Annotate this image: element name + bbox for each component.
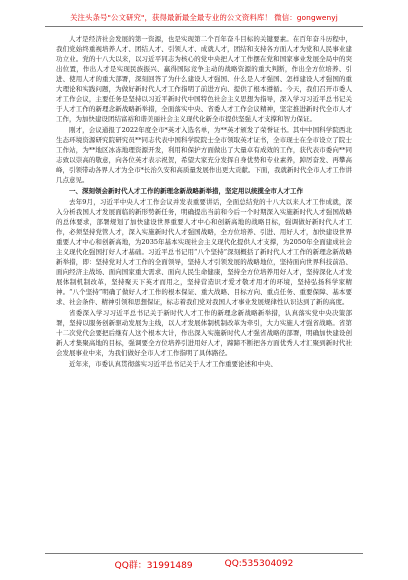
document-body <box>56 34 352 540</box>
footer <box>45 556 363 572</box>
paragraph: 近年来，市委认真贯彻落实习近平总书记关于人才工作重要论述和中央、 <box>69 360 277 368</box>
footer-qq-number: QQ:535304092 <box>224 559 294 569</box>
header-banner-text: 关注头条号"公文研究"，获得最新最全最专业的公文资料库！ 微信：gongwenyj <box>70 12 338 22</box>
paragraph: 人才是经济社会发展的第一资源，也是实现第二个百年奋斗目标的关键要素。在百年奋斗历程中，我们党始终重视培养人才、团结人才、引领人才、成就人才，团结和支持各方面人才为党和人民事业建功立业。党的十八大以来，以习近平同志为核心的党中央把人才工作摆在党和国家事业发展全局中的突出位置，作出人才是实现民族振兴、赢得国际竞争主动的战略资源的重大判断，作出全方位培养、引进、使用人才的重大部署，深刻回答了为什么建设人才强国、什么是人才强国、怎样建设人才强国的重大理论和实践问题，为做好新时代人才工作指明了前进方向、提供了根本遵循。今天，我们召开市委人才工作会议，主要任务是坚持以习近平新时代中国特色社会主义思想为指导，深入学习习近平总书记关于人才工作的新理念新战略新举措，全面落实中央、省委人才工作会议精神，坚定推进新时代全市人才工作，为加快建设团结富裕和谐美丽社会主义现代化新全市提供坚强人才支撑和智力保证。 <box>56 35 352 123</box>
paragraph: 刚才，会议通报了2022年度全市*英才入选名单，为**英才颁发了荣誉证书。其中中国科学院西北生态环境资源研究院研究员**同志代表中国科学院院士全市领取英才证书，全市现士在全市设立了院士工作站，为**地区冰冻地理资源开发，利用和保护方面做出了大量卓有成效的工作，获代表市委向**同志致以崇高的敬意，向各位英才表示祝贺，希望大家充分发挥自身优势和专业素养，踔厉奋发、再攀高峰，引领带动各界人才为全市*长治久安和高质量发展作出更大贡献。下面，我就新时代全市人才工作讲几点意见。 <box>56 126 352 184</box>
header-banner <box>45 8 363 26</box>
footer-qq-group: QQ群：31991489 <box>114 560 193 571</box>
header-divider <box>45 26 363 27</box>
section-heading: 一、深刻领会新时代人才工作的新理念新战略新举措，坚定用以统揽全市人才工作 <box>69 187 303 195</box>
footer-divider <box>45 553 363 554</box>
paragraph: 省委深入学习习近平总书记关于新时代人才工作的新理念新战略新举措，认真落实党中央决策部署，坚持以服务创新驱动发展为主线，以人才发展体制机制改革为牵引，大力实施人才强省战略。省第十二次党代会要把后继有人这个根本大计，作出深入实施新时代人才强省战略的部署，明确加快建设创新人才集聚高地的目标，强调要全方位培养引进用好人才，蹄蹄不断把各方面优秀人才汇聚到新时代社会发展事业中来，为我们做好全市人才工作指明了具体路径。 <box>56 309 352 357</box>
paragraph: 去年9月，习近平中央人才工作会议并发表重要讲话，全面总结党的十八大以来人才工作成就，深入分析我国人才发展面临的新形势新任务，明确提出当前和今后一个时期深入实施新时代人才强国战略的总体要求，部署规划了加快建设世界重要人才中心和创新高地的战略目标，强调做好新时代人才工作，必须坚持党管人才，深入实施新时代人才强国战略，全方位培养、引进、用好人才，加快建设世界重要人才中心和创新高地，为2035年基本实现社会主义现代化提供人才支撑，为2050年全面建成社会主义现代化强国打好人才基础。习近平总书记用“八个坚持”深刻概括了新时代人才工作的新理念新战略新举措，即：坚持党对人才工作的全面领导，坚持人才引领发展的战略地位，坚持面向世界科技前沿、面向经济主战场、面向国家重大需求、面向人民生命健康，坚持全方位培养用好人才，坚持深化人才发展体制机制改革，坚持聚天下英才而用之，坚持营造识才爱才敬才用才的环境，坚持弘扬科学家精神。“八个坚持”明确了做好人才工作的根本保证、重大战略、目标方向、重点任务、重要保障、基本要求、社会条件、精神引领和思想保证，标志着我们党对我国人才事业发展规律性认识达到了新的高度。 <box>56 198 352 306</box>
